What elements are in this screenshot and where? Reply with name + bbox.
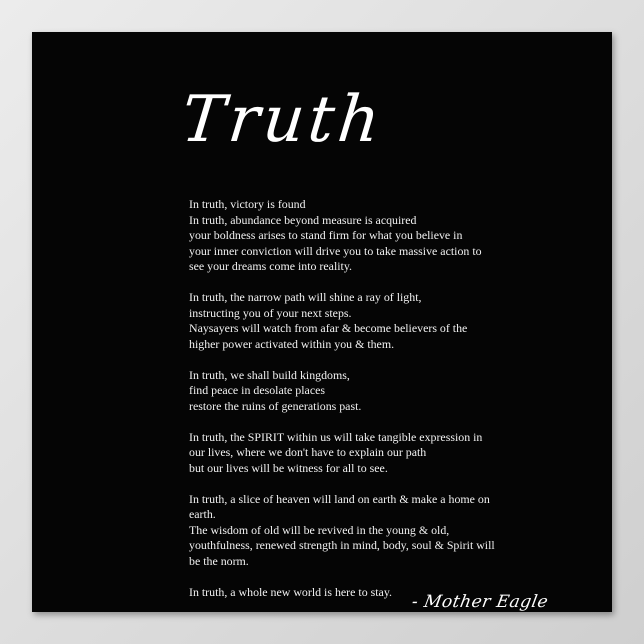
stanza-5 [189, 492, 519, 570]
poem-line: Naysayers will watch from afar & become believers of the [189, 321, 468, 335]
signature: - Mother Eagle [410, 592, 550, 612]
poem-line: youthfulness, renewed strength in mind, body, soul & Spirit will [189, 538, 495, 552]
poem-line: instructing you of your next steps. [189, 305, 352, 320]
poem-line: earth. [189, 507, 216, 521]
poem-line: restore the ruins of generations past. [189, 398, 362, 413]
poem-line: our lives, where we don't have to explain our path [189, 445, 427, 459]
poem-line: find peace in desolate places [189, 383, 326, 397]
poem-line: In truth, abundance beyond measure is acquired [189, 212, 417, 227]
stanza-2 [189, 290, 519, 352]
poem-line: In truth, we shall build kingdoms, [189, 367, 350, 382]
poster-title: Truth [178, 83, 388, 157]
stanza-4 [189, 430, 519, 477]
stanza-3 [189, 368, 519, 415]
poem-line: In truth, victory is found [189, 197, 306, 211]
poem-line: see your dreams come into reality. [189, 259, 352, 273]
poem-line: In truth, the narrow path will shine a ray of light, [189, 290, 422, 304]
stanza-1 [189, 197, 519, 275]
poem-line: The wisdom of old will be revived in the young & old, [189, 522, 450, 537]
poem-line: In truth, a slice of heaven will land on earth & make a home on [189, 491, 490, 506]
poem-line: your inner conviction will drive you to take massive action to [189, 243, 482, 258]
poem-line: be the norm. [189, 553, 249, 568]
poem-line: In truth, a whole new world is here to stay. [189, 584, 392, 599]
poem-line: In truth, the SPIRIT within us will take tangible expression in [189, 429, 483, 444]
poster [32, 32, 612, 612]
poem-line: higher power activated within you & them. [189, 336, 395, 351]
poem-line: your boldness arises to stand firm for what you believe in [189, 228, 463, 242]
poem-body [189, 197, 519, 616]
poem-line: but our lives will be witness for all to see. [189, 460, 388, 475]
